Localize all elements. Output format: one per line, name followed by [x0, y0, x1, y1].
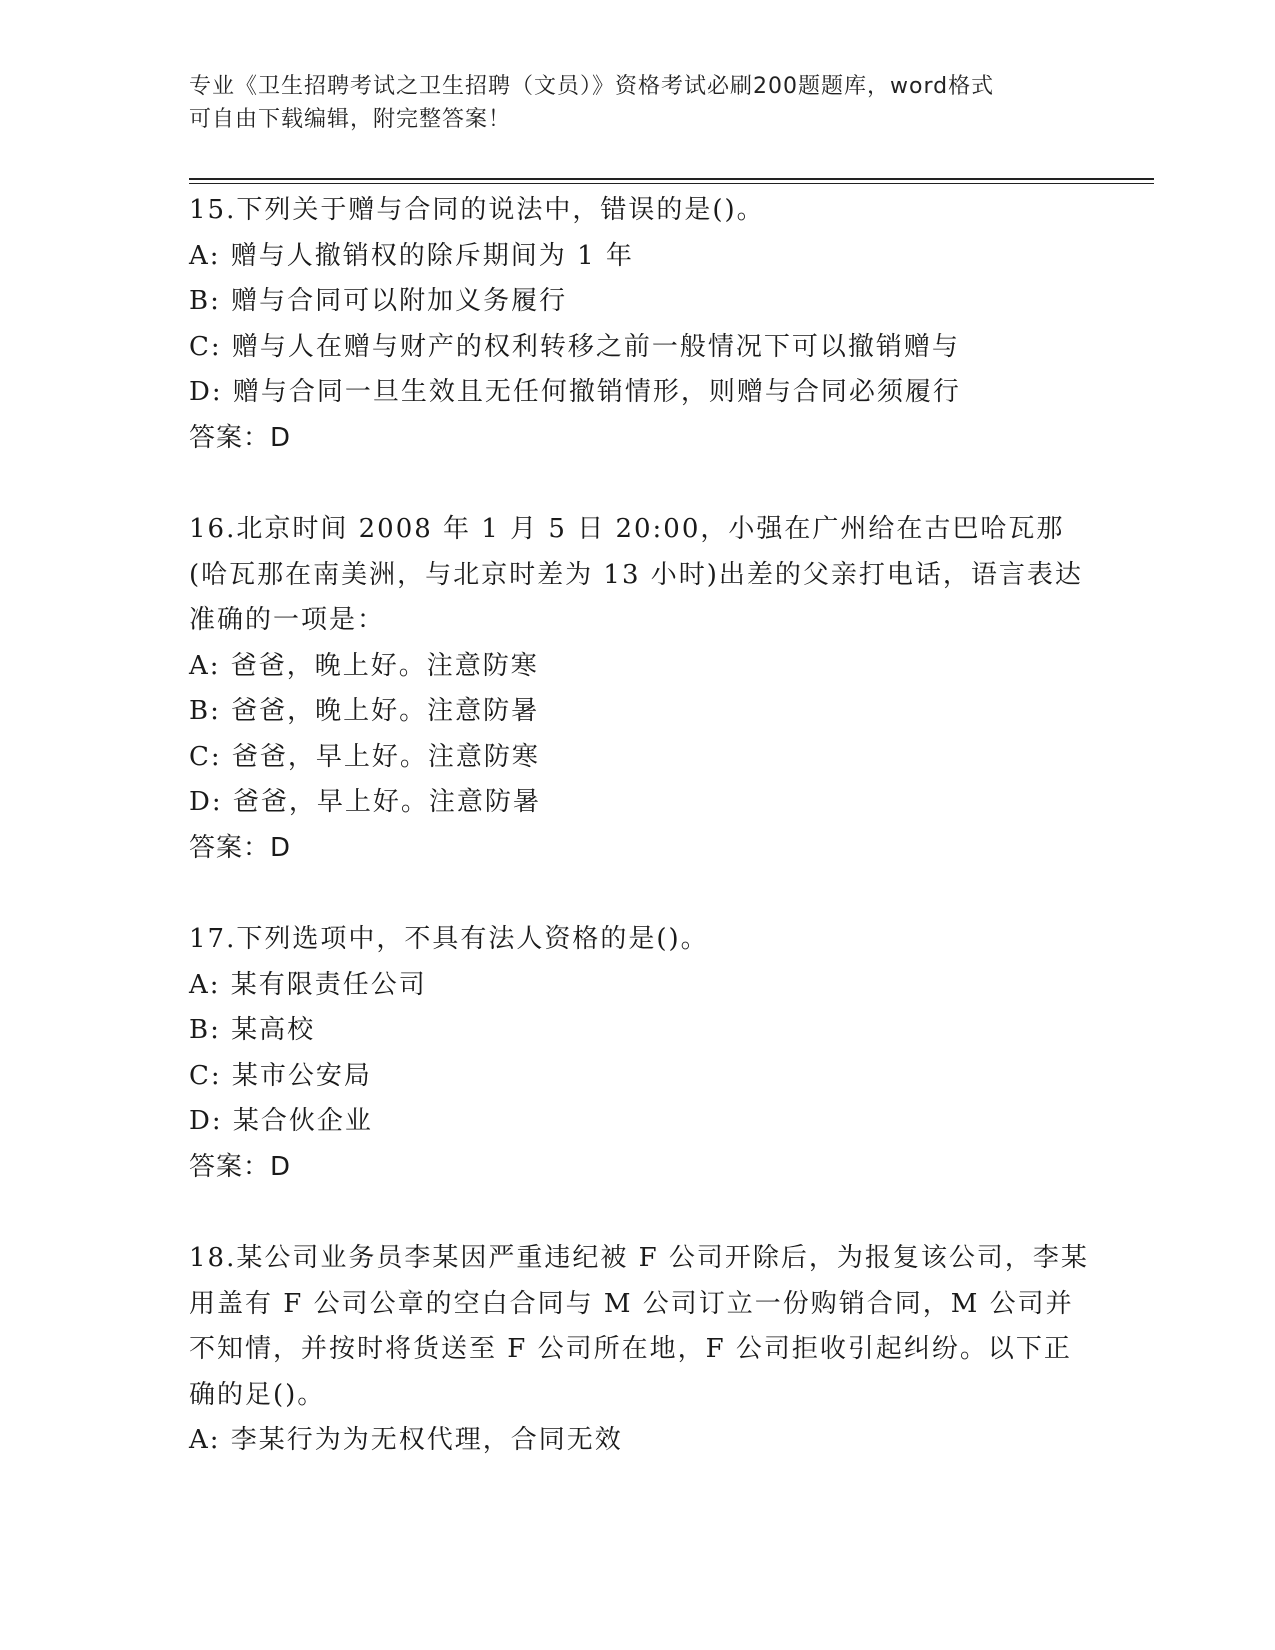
header-divider-thick: [189, 178, 1154, 180]
option-d: D: 赠与合同一旦生效且无任何撤销情形，则赠与合同必须履行: [189, 377, 961, 407]
option-b: B: 赠与合同可以附加义务履行: [189, 286, 568, 316]
question-stem: 17.下列选项中，不具有法人资格的是()。: [189, 924, 709, 954]
question-18: [189, 1236, 1089, 1464]
option-c: C: 某市公安局: [189, 1060, 372, 1091]
option-c: C: 赠与人在赠与财产的权利转移之前一般情况下可以撤销赠与: [189, 331, 960, 362]
option-b: B: 某高校: [189, 1015, 316, 1045]
question-spacer: [189, 1190, 1089, 1236]
question-stem: 15.下列关于赠与合同的说法中，错误的是()。: [189, 195, 765, 225]
option-a: A: 李某行为为无权代理，合同无效: [189, 1425, 623, 1455]
header-line-1: 专业《卫生招聘考试之卫生招聘（文员）》资格考试必刷200题题库，word格式: [189, 74, 995, 99]
question-list: [189, 188, 1089, 1464]
option-c: C: 爸爸，早上好。注意防寒: [189, 741, 540, 772]
option-b: B: 爸爸，晚上好。注意防暑: [189, 696, 540, 726]
answer: 答案：D: [189, 832, 292, 863]
question-stem: 18.某公司业务员李某因严重违纪被 F 公司开除后，为报复该公司，李某用盖有 F 公司公章的空白合同与 M 公司订立一份购销合同，M 公司并不知情，并按时将货送至 F 公司所在地，F 公司拒收引起纠纷。以下正确的足()。: [189, 1243, 1089, 1410]
option-d: D: 某合伙企业: [189, 1106, 373, 1136]
header-divider-thin: [189, 183, 1154, 184]
question-16: [189, 507, 1089, 871]
document-header: [189, 70, 1089, 136]
option-d: D: 爸爸，早上好。注意防暑: [189, 787, 541, 817]
question-17: [189, 917, 1089, 1190]
question-spacer: [189, 461, 1089, 507]
answer: 答案：D: [189, 422, 292, 453]
question-15: [189, 188, 1089, 461]
question-spacer: [189, 871, 1089, 917]
question-stem: 16.北京时间 2008 年 1 月 5 日 20:00，小强在广州给在古巴哈瓦那(哈瓦那在南美洲，与北京时差为 13 小时)出差的父亲打电话，语言表达准确的一项是：: [189, 514, 1083, 635]
answer: 答案：D: [189, 1151, 292, 1182]
header-line-2: 可自由下载编辑，附完整答案！: [189, 107, 512, 132]
option-a: A: 爸爸，晚上好。注意防寒: [189, 650, 539, 681]
option-a: A: 某有限责任公司: [189, 969, 427, 1000]
option-a: A: 赠与人撤销权的除斥期间为 1 年: [189, 240, 634, 271]
